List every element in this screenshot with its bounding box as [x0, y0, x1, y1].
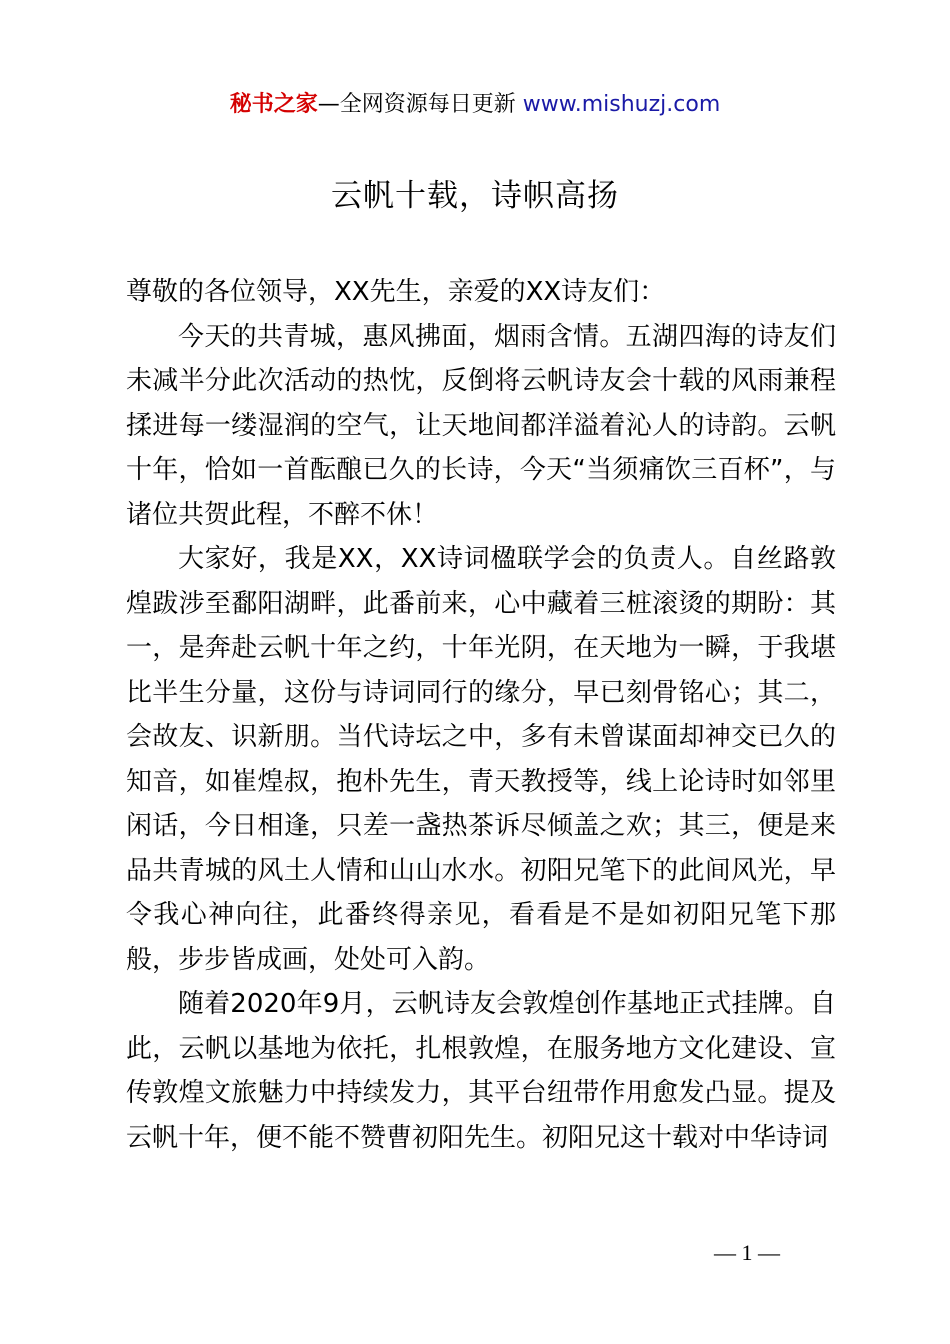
paragraph-3: 随着2020年9月，云帆诗友会敦煌创作基地正式挂牌。自此，云帆以基地为依托，扎根敦煌，在服务地方文化建设、宣传敦煌文旅魅力中持续发力，其平台纽带作用愈发凸显。提及云帆十年，便不能不赞曹初阳先生。初阳兄这十载对中华诗词	[126, 989, 836, 1153]
paragraph-1: 今天的共青城，惠风拂面，烟雨含情。五湖四海的诗友们未减半分此次活动的热忱，反倒将云帆诗友会十载的风雨兼程揉进每一缕湿润的空气，让天地间都洋溢着沁人的诗韵。云帆十年，恰如一首酝酿已久的长诗，今天“当须痛饮三百杯”，与诸位共贺此程，不醉不休！	[126, 321, 836, 530]
site-header	[0, 88, 950, 122]
page-number: — 1 —	[714, 1240, 780, 1265]
document-title: 云帆十载，诗帜高扬	[331, 178, 619, 214]
salutation: 尊敬的各位领导，XX先生，亲爱的XX诗友们：	[126, 277, 666, 307]
site-url-link[interactable]: www.mishuzj.com	[522, 92, 721, 117]
document-body	[126, 270, 836, 1160]
site-tagline: —全网资源每日更新	[317, 92, 523, 117]
site-brand: 秘书之家	[229, 92, 318, 117]
paragraph-2: 大家好，我是XX，XX诗词楹联学会的负责人。自丝路敦煌跋涉至鄱阳湖畔，此番前来，心中藏着三桩滚烫的期盼：其一，是奔赴云帆十年之约，十年光阴，在天地为一瞬，于我堪比半生分量，这份与诗词同行的缘分，早已刻骨铭心；其二，会故友、识新朋。当代诗坛之中，多有未曾谋面却神交已久的知音，如崔煌叔，抱朴先生，青天教授等，线上论诗时如邻里闲话，今日相逢，只差一盏热茶诉尽倾盖之欢；其三，便是来品共青城的风土人情和山山水水。初阳兄笔下的此间风光，早令我心神向往，此番终得亲见，看看是不是如初阳兄笔下那般，步步皆成画，处处可入韵。	[126, 544, 836, 975]
